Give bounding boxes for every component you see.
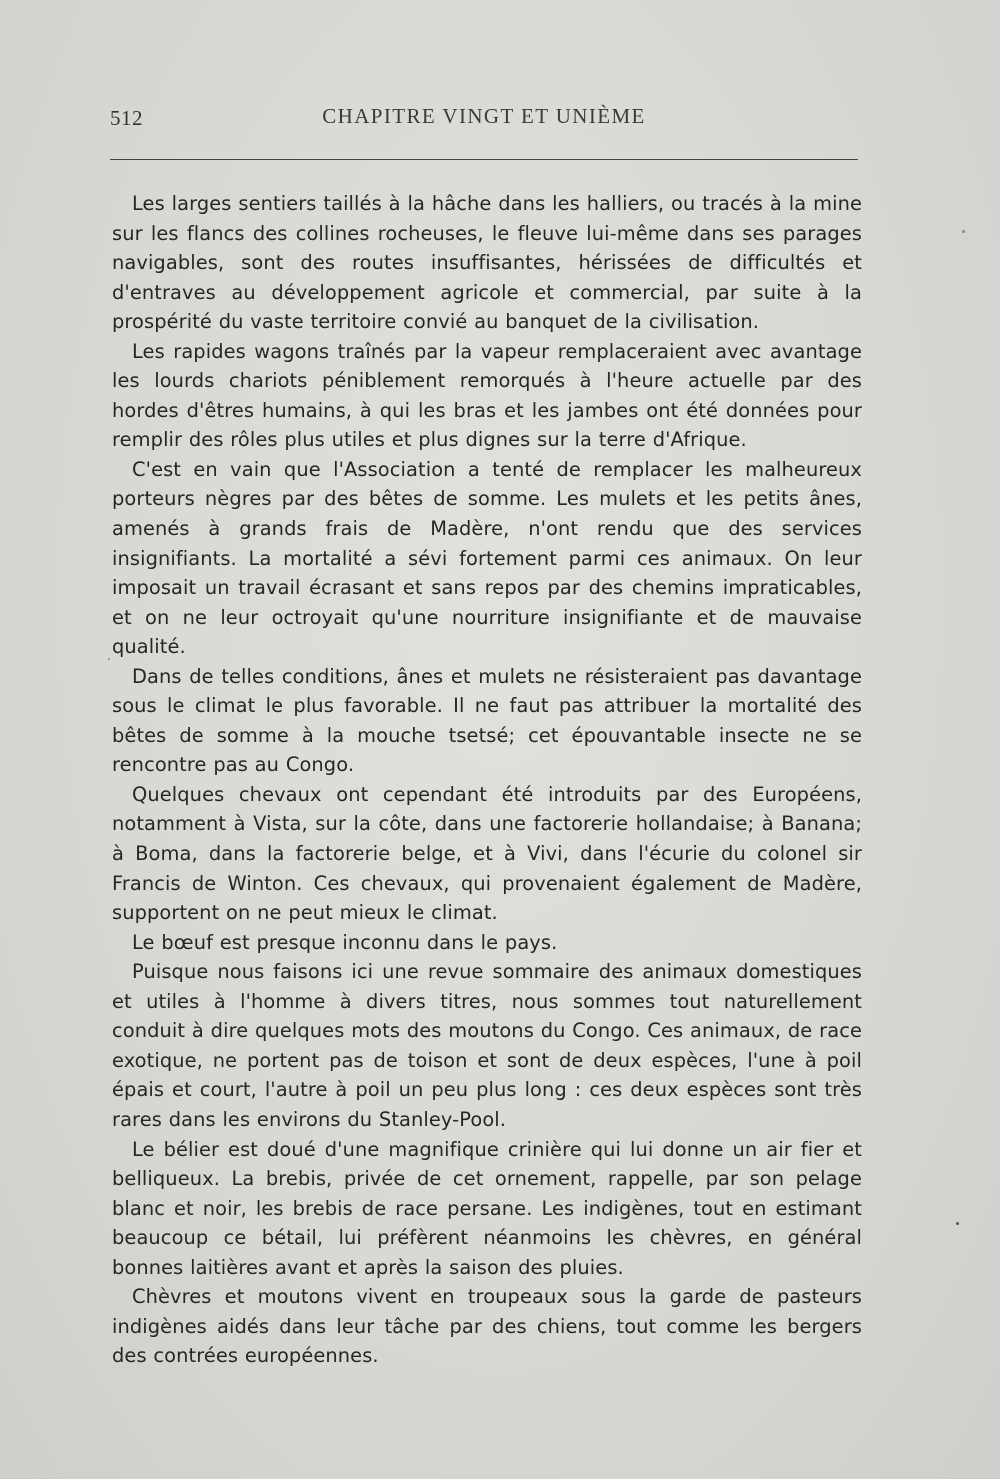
paragraph: Puisque nous faisons ici une revue sommaire des animaux domestiques et utiles à l'homme à divers titres, nous sommes tout naturellement conduit à dire quelques mots des moutons du Congo. Ces animaux, de race exotique, ne portent pas de toison et sont de deux espèces, l'une à poil épais et court, l'autre à poil un peu plus long : ces deux espèces sont très rares dans les environs du Stanley-Pool. <box>112 960 862 1131</box>
running-head: CHAPITRE VINGT ET UNIÈME <box>322 104 646 128</box>
paragraph: Le bœuf est presque inconnu dans le pays. <box>132 930 558 954</box>
paragraph: Dans de telles conditions, ânes et mulets ne résisteraient pas davantage sous le climat le plus favorable. Il ne faut pas attribuer la mortalité des bêtes de somme à la mouche tsetsé; cet épouvantable insecte ne se rencontre pas au Congo. <box>112 664 862 777</box>
paragraph: Quelques chevaux ont cependant été introduits par des Européens, notamment à Vista, sur la côte, dans une factorerie hollandaise; à Banana; à Boma, dans la factorerie belge, et à Vivi, dans l'écurie du colonel sir Francis de Winton. Ces chevaux, qui provenaient également de Madère, supportent on ne peut mieux le climat. <box>112 782 862 925</box>
page-number: 512 <box>110 106 143 130</box>
paper-speck <box>108 658 110 660</box>
header-rule <box>110 159 858 160</box>
paragraph: C'est en vain que l'Association a tenté de remplacer les malheureux porteurs nègres par des bêtes de somme. Les mulets et les petits ânes, amenés à grands frais de Madère, n'ont rendu que des services insignifiants. La mortalité a sévi fortement parmi ces animaux. On leur imposait un travail écrasant et sans repos par des chemins impraticables, et on ne leur octroyait qu'une nourriture insignifiante et de mauvaise qualité. <box>112 457 862 659</box>
paragraph: Le bélier est doué d'une magnifique crinière qui lui donne un air fier et belliqueux. La brebis, privée de cet ornement, rappelle, par son pelage blanc et noir, les brebis de race persane. Les indigènes, tout en estimant beaucoup ce bétail, lui préfèrent néanmoins les chèvres, en général bonnes laitières avant et après la saison des pluies. <box>112 1137 862 1279</box>
paper-speck <box>956 1222 959 1225</box>
paper-speck <box>962 230 965 233</box>
paragraph: Les larges sentiers taillés à la hâche dans les halliers, ou tracés à la mine sur les flancs des collines rocheuses, le fleuve lui-même dans ses parages navigables, sont des routes insuffisantes, hérissées de difficultés et d'entraves au développement agricole et commercial, par suite à la prospérité du vaste territoire convié au banquet de la civilisation. <box>112 192 862 334</box>
body-text <box>112 189 862 1371</box>
paragraph: Chèvres et moutons vivent en troupeaux sous la garde de pasteurs indigènes aidés dans leur tâche par des chiens, tout comme les bergers des contrées européennes. <box>112 1285 862 1368</box>
page-header <box>110 104 858 138</box>
paragraph: Les rapides wagons traînés par la vapeur remplaceraient avec avantage les lourds chariots péniblement remorqués à l'heure actuelle par des hordes d'êtres humains, à qui les bras et les jambes ont été données pour remplir des rôles plus utiles et plus dignes sur la terre d'Afrique. <box>112 339 862 452</box>
